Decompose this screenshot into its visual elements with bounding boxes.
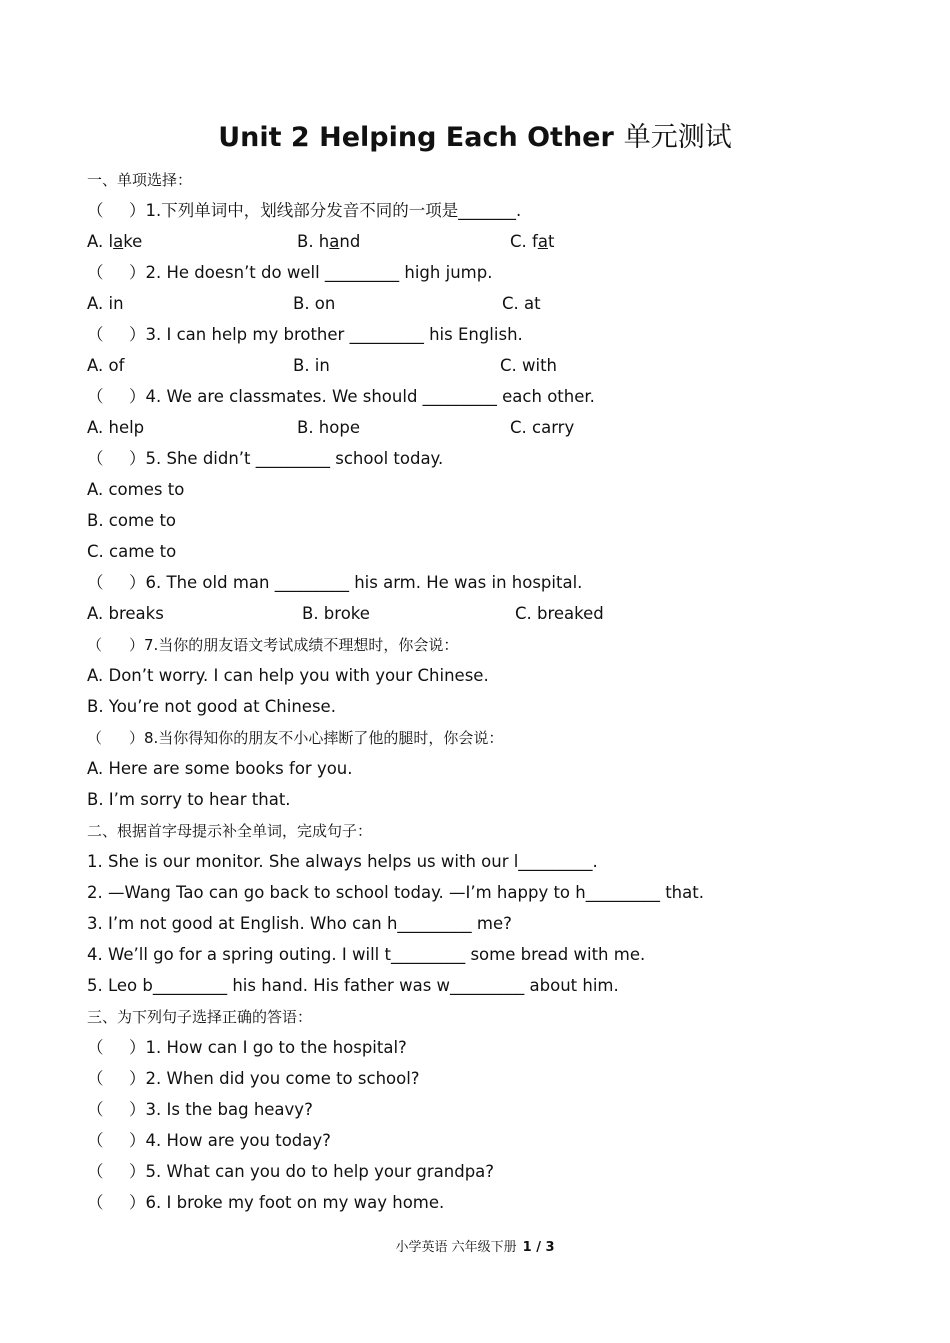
option-c: C. breaked (515, 604, 604, 623)
question-stem: ）3. I can help my brother _________ his English. (129, 325, 523, 344)
underlined-letter: a (537, 232, 548, 251)
response-item: （ ）4. How are you today? (87, 1131, 331, 1150)
question-stem: ）8.当你得知你的朋友不小心摔断了他的腿时，你会说： (129, 729, 504, 747)
page-title-chinese: 单元测试 (623, 122, 732, 153)
section2-heading: 二、根据首字母提示补全单词，完成句子： (87, 822, 373, 840)
option-a: A. breaks (87, 604, 164, 623)
answer-paren: （ (87, 729, 103, 747)
option-c: C. at (502, 294, 541, 313)
section3-heading: 三、为下列句子选择正确的答语： (87, 1008, 313, 1026)
question-stem: ）1.下列单词中，划线部分发音不同的一项是_______. (129, 201, 522, 220)
answer-paren: （ (87, 263, 104, 282)
fill-in-item: 1. She is our monitor. She always helps us with our l_________. (87, 852, 598, 871)
response-item: （ ）1. How can I go to the hospital? (87, 1038, 407, 1057)
response-item: （ ）3. Is the bag heavy? (87, 1100, 313, 1119)
option-a: A. in (87, 294, 124, 313)
option-c: C. with (500, 356, 558, 375)
question-6 (87, 572, 582, 594)
question-stem: ）5. She didn’t _________ school today. (129, 449, 444, 468)
option-b: B. on (293, 294, 336, 313)
option-a: A. of (87, 356, 125, 375)
underlined-letter: a (113, 232, 124, 251)
answer-paren: （ (87, 201, 104, 220)
option-a: A. comes to (87, 480, 185, 499)
option-b: B. broke (302, 604, 370, 623)
question-3 (87, 324, 523, 346)
question-7 (87, 634, 458, 656)
question-5 (87, 448, 443, 470)
response-item: （ ）2. When did you come to school? (87, 1069, 420, 1088)
response-item: （ ）6. I broke my foot on my way home. (87, 1193, 445, 1212)
question-8 (87, 727, 503, 749)
page-footer (0, 1238, 950, 1258)
question-stem: ）7.当你的朋友语文考试成绩不理想时，你会说： (129, 636, 459, 654)
answer-paren: （ (87, 573, 104, 592)
option-b: B. You’re not good at Chinese. (87, 697, 336, 716)
option-c: C. carry (510, 418, 575, 437)
answer-paren: （ (87, 1162, 104, 1181)
question-2 (87, 262, 492, 284)
answer-paren: （ (87, 1131, 104, 1150)
question-1 (87, 200, 521, 222)
answer-paren: （ (87, 1193, 104, 1212)
answer-paren: （ (87, 1038, 104, 1057)
fill-in-item: 5. Leo b_________ his hand. His father was w_________ about him. (87, 976, 619, 995)
response-item: （ ）5. What can you do to help your grandpa? (87, 1162, 495, 1181)
option-b: B. hope (297, 418, 360, 437)
footer-label: 小学英语 六年级下册 (395, 1240, 517, 1255)
page-title (0, 118, 950, 158)
page-title-english: Unit 2 Helping Each Other (218, 122, 614, 153)
answer-paren: （ (87, 636, 103, 654)
fill-in-item: 2. —Wang Tao can go back to school today. —I’m happy to h_________ that. (87, 883, 704, 902)
option-c: C. came to (87, 542, 177, 561)
underlined-letter: a (329, 232, 340, 251)
option-a: A. lake (87, 232, 143, 251)
fill-in-item: 3. I’m not good at English. Who can h_________ me? (87, 914, 512, 933)
page-number: 1 / 3 (522, 1240, 555, 1255)
option-a: A. Here are some books for you. (87, 759, 353, 778)
option-b: B. hand (297, 232, 361, 251)
option-b: B. come to (87, 511, 177, 530)
answer-paren: （ (87, 1100, 104, 1119)
option-b: B. in (293, 356, 330, 375)
question-4 (87, 386, 595, 408)
question-stem: ）4. We are classmates. We should _________ each other. (129, 387, 595, 406)
answer-paren: （ (87, 1069, 104, 1088)
option-c: C. fat (510, 232, 555, 251)
option-a: A. Don’t worry. I can help you with your Chinese. (87, 666, 489, 685)
section1-heading: 一、单项选择： (87, 171, 193, 189)
option-b: B. I’m sorry to hear that. (87, 790, 291, 809)
question-stem: ）6. The old man _________ his arm. He was in hospital. (129, 573, 583, 592)
answer-paren: （ (87, 449, 104, 468)
fill-in-item: 4. We’ll go for a spring outing. I will t_________ some bread with me. (87, 945, 646, 964)
answer-paren: （ (87, 387, 104, 406)
option-a: A. help (87, 418, 145, 437)
question-stem: ）2. He doesn’t do well _________ high jump. (129, 263, 493, 282)
answer-paren: （ (87, 325, 104, 344)
